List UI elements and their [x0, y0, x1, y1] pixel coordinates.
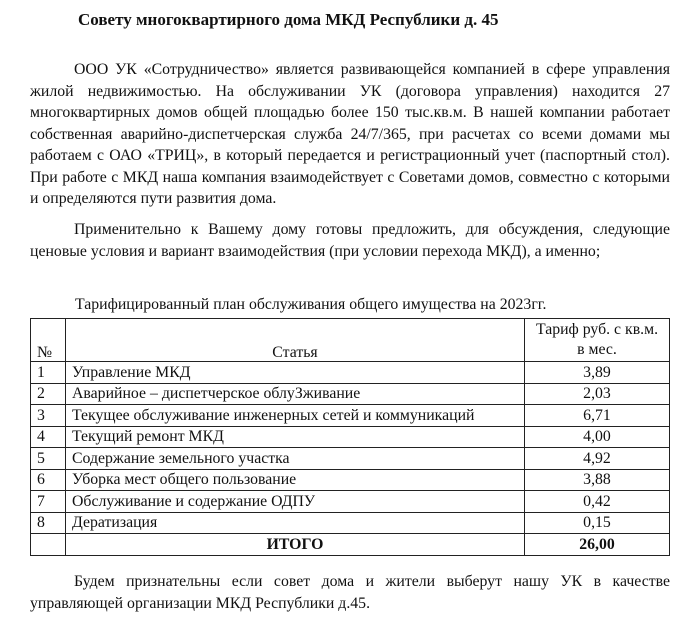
table-row — [31, 383, 670, 405]
header-tariff: Тариф руб. с кв.м. в мес. — [525, 319, 670, 362]
table-row — [31, 405, 670, 427]
table-row — [31, 469, 670, 491]
total-label: ИТОГО — [66, 534, 525, 556]
offer-paragraph: Применительно к Вашему дому готовы предложить, для обсуждения, следующие ценовые условия и вариант взаимодействия (при условии перехода МКД), а именно; — [30, 221, 670, 260]
table-row — [31, 512, 670, 534]
table-header-row — [31, 319, 670, 362]
table-row — [31, 448, 670, 470]
row-number: 5 — [31, 448, 66, 470]
row-number: 4 — [31, 426, 66, 448]
row-tariff: 4,00 — [525, 426, 670, 448]
row-tariff: 3,88 — [525, 469, 670, 491]
table-total-row — [31, 534, 670, 556]
row-item: Текущее обслуживание инженерных сетей и коммуникаций — [66, 405, 525, 427]
row-tariff: 3,89 — [525, 362, 670, 384]
intro-paragraph: ООО УК «Сотрудничество» является развивающейся компанией в сфере управления жилой недвижимостью. На обслуживании УК (договора управления) находится 27 многоквартирных домов общей площадью более 150 тыс.кв.м. В нашей компании работает собственная аварийно-диспетчерская служба 24/7/365, при расчетах со всеми домами мы работаем с ОАО «ТРИЦ», в который передается и регистрационный учет (паспортный стол). При работе с МКД наша компания взаимодействует с Советами домов, совместно с которыми и определяются пути развития дома. — [30, 61, 670, 207]
tariff-table — [30, 318, 670, 556]
table-row — [31, 491, 670, 513]
total-value: 26,00 — [525, 534, 670, 556]
row-number: 2 — [31, 383, 66, 405]
row-number: 1 — [31, 362, 66, 384]
row-item: Содержание земельного участка — [66, 448, 525, 470]
row-tariff: 0,15 — [525, 512, 670, 534]
row-number: 7 — [31, 491, 66, 513]
header-number: № — [31, 319, 66, 362]
closing-paragraph: Будем признательны если совет дома и жители выберут нашу УК в качестве управляющей организации МКД Республики д.45. — [30, 573, 670, 612]
row-item: Обслуживание и содержание ОДПУ — [66, 491, 525, 513]
row-tariff: 6,71 — [525, 405, 670, 427]
row-tariff: 0,42 — [525, 491, 670, 513]
row-item: Уборка мест общего пользование — [66, 469, 525, 491]
total-number-empty — [31, 534, 66, 556]
header-item: Статья — [66, 319, 525, 362]
row-item: Управление МКД — [66, 362, 525, 384]
row-number: 3 — [31, 405, 66, 427]
row-number: 6 — [31, 469, 66, 491]
table-caption: Тарифицированный план обслуживания общего имущества на 2023гг. — [75, 296, 547, 313]
table-row — [31, 362, 670, 384]
row-tariff: 2,03 — [525, 383, 670, 405]
row-item: Текущий ремонт МКД — [66, 426, 525, 448]
row-item: Дератизация — [66, 512, 525, 534]
document-title: Совету многоквартирного дома МКД Республики д. 45 — [78, 10, 499, 29]
table-row — [31, 426, 670, 448]
row-tariff: 4,92 — [525, 448, 670, 470]
row-number: 8 — [31, 512, 66, 534]
row-item: Аварийное – диспетчерское облуЗживание — [66, 383, 525, 405]
